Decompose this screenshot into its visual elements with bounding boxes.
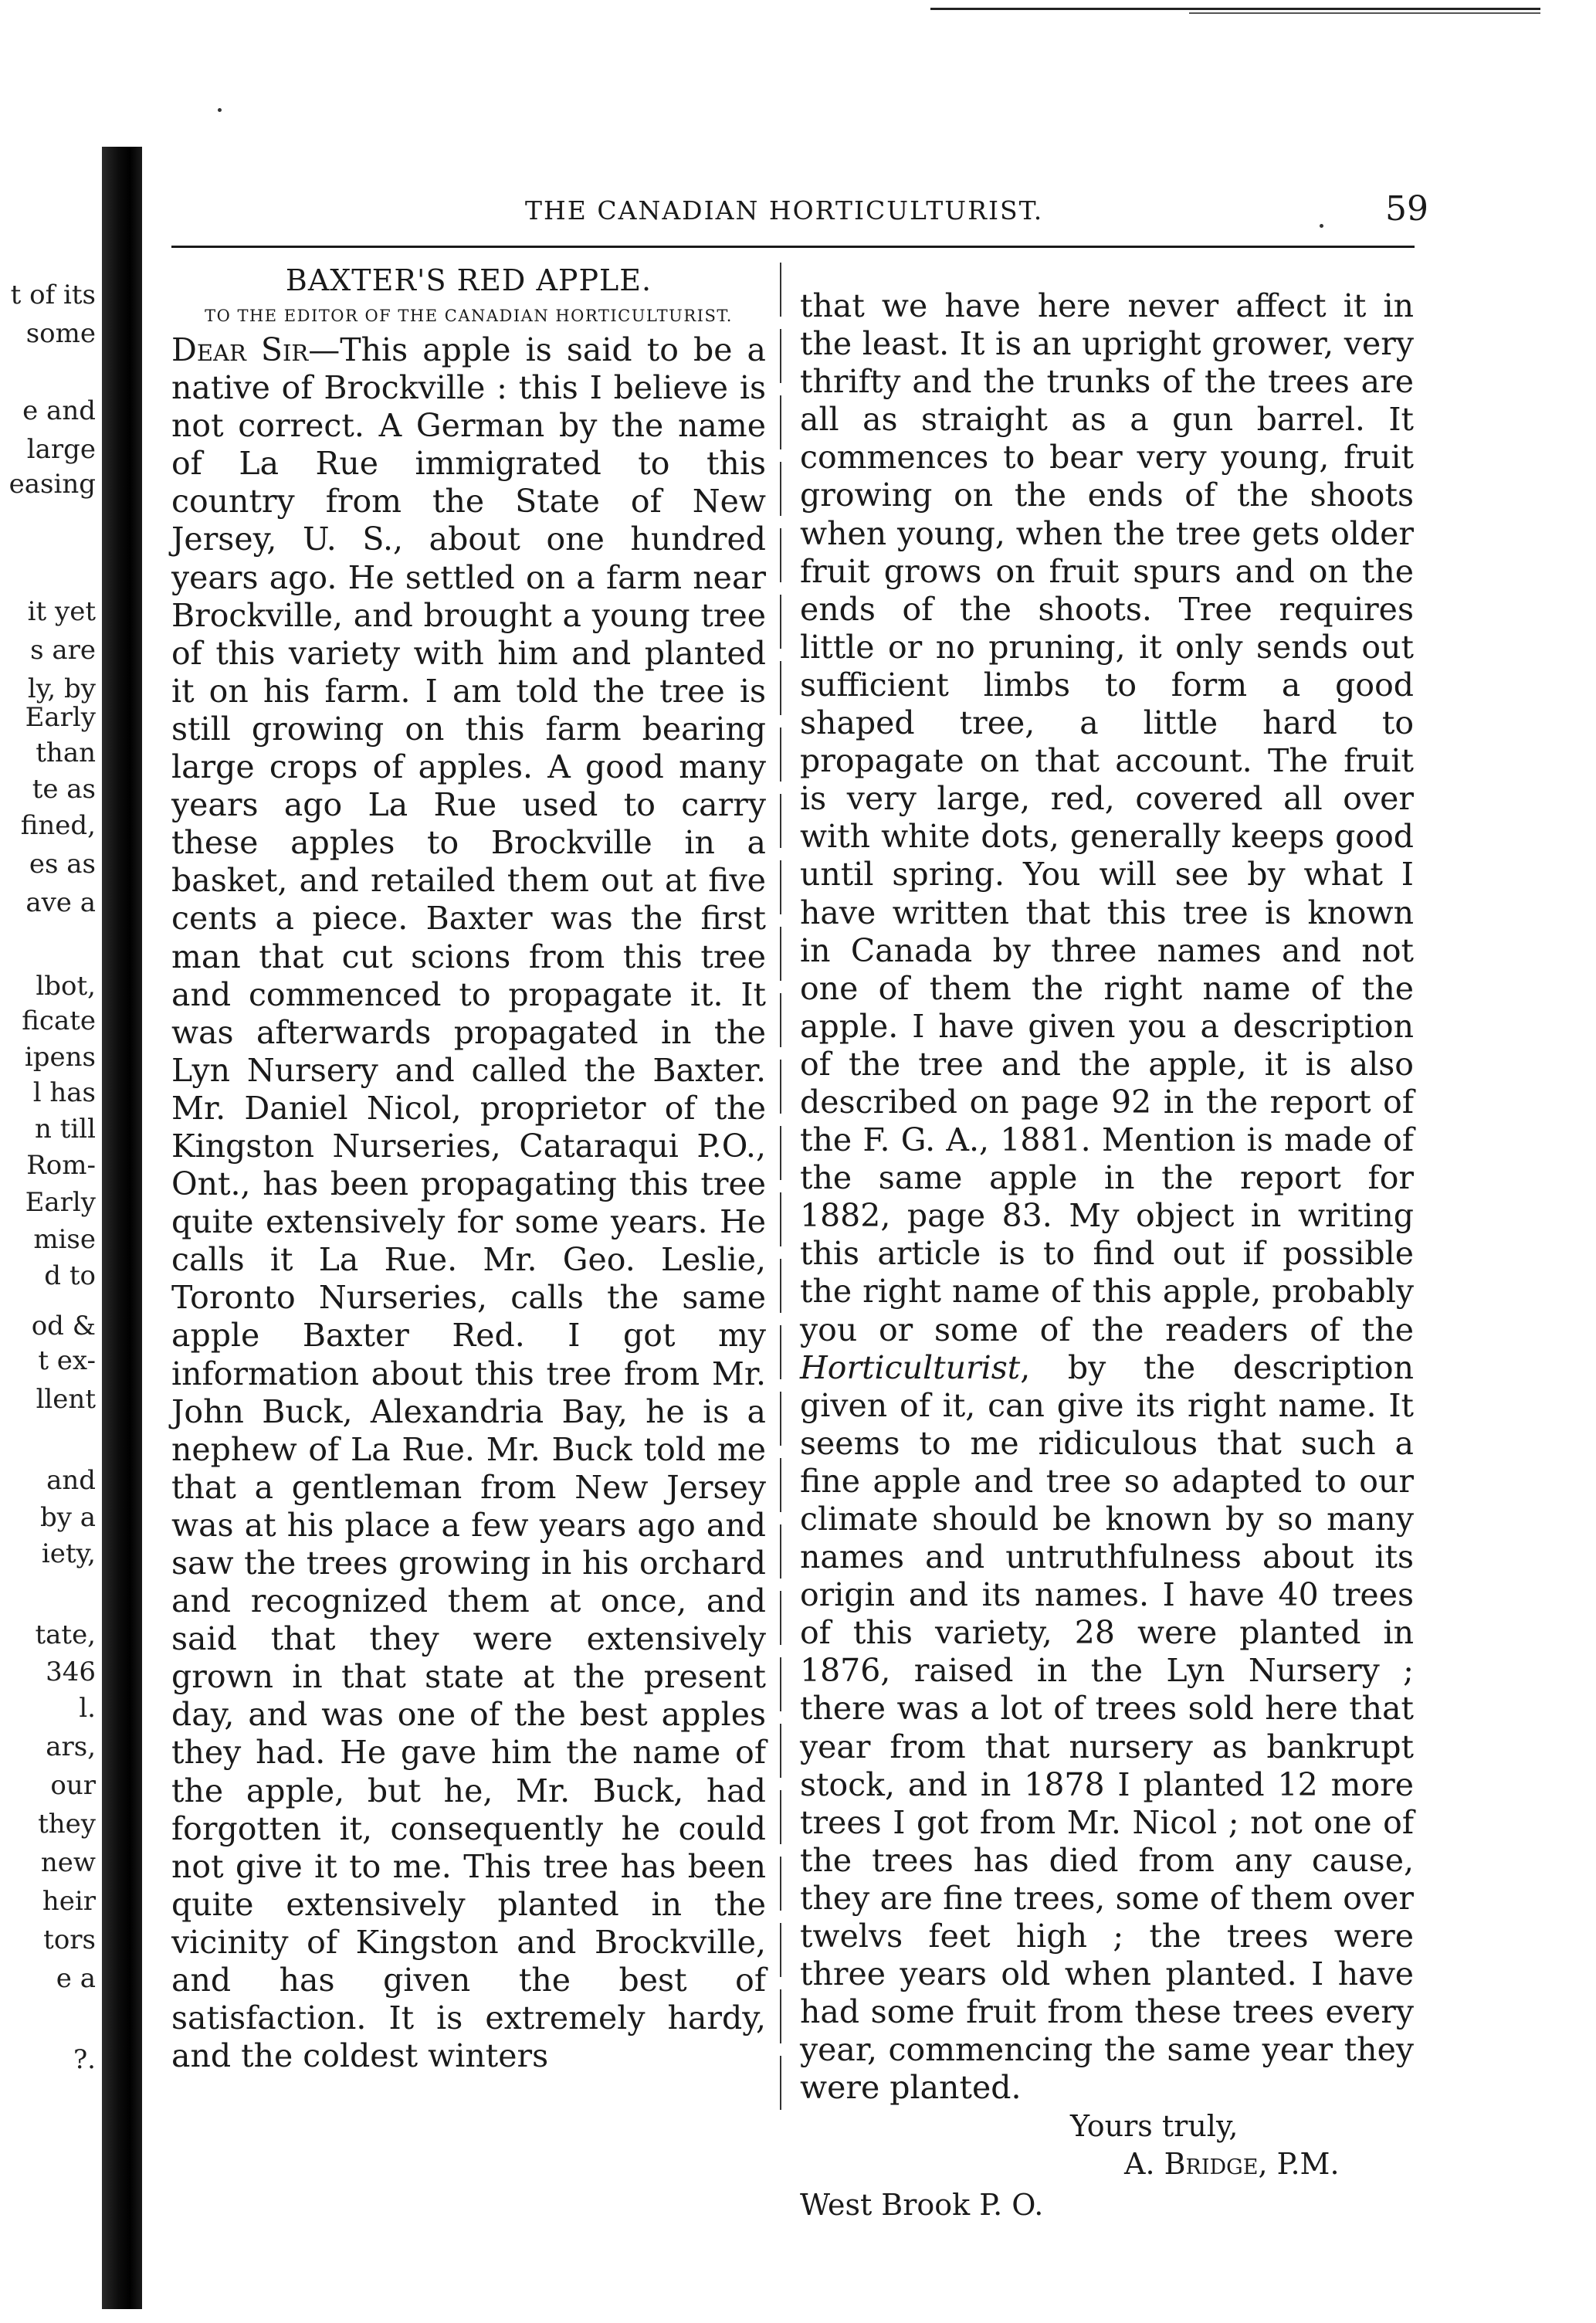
bleed-fragment: than — [36, 738, 96, 768]
bleed-fragment: easing — [8, 469, 96, 500]
closing-line: Yours truly, — [1070, 2108, 1239, 2143]
bleed-fragment: e and — [22, 395, 96, 426]
signature: A. Bridge, P.M. — [1124, 2146, 1340, 2181]
bleed-fragment: ave a — [25, 887, 96, 918]
bleed-fragment: tors — [43, 1925, 96, 1955]
page-number: 59 — [1385, 189, 1428, 229]
bleed-fragment: Early — [25, 1187, 96, 1218]
running-head — [170, 189, 1428, 236]
column-divider — [780, 263, 781, 2116]
article-body-left — [171, 331, 766, 2075]
ink-speck — [1320, 224, 1323, 228]
bleed-fragment: iety, — [41, 1538, 96, 1569]
left-column — [171, 260, 766, 2075]
bleed-fragment: ipens — [24, 1042, 96, 1073]
bleed-fragment: large — [26, 434, 96, 465]
bleed-fragment: llent — [36, 1384, 96, 1415]
binding-gutter — [102, 147, 142, 2309]
bleed-fragment: Early — [25, 702, 96, 733]
header-rule — [171, 246, 1415, 248]
bleed-fragment: some — [25, 318, 96, 349]
bleed-fragment: s are — [30, 635, 96, 666]
bleed-fragment: new — [40, 1847, 96, 1878]
bleed-fragment: by a — [39, 1502, 96, 1533]
bleed-fragment: ars, — [46, 1731, 96, 1762]
bleed-fragment: ly, by — [27, 673, 96, 704]
previous-page-bleed — [0, 0, 100, 2323]
bleed-fragment: ficate — [22, 1006, 96, 1036]
bleed-fragment: te as — [32, 774, 96, 805]
salutation: Dear Sir — [171, 331, 309, 368]
article-title: BAXTER'S RED APPLE. — [285, 263, 652, 297]
bleed-fragment: l. — [79, 1693, 96, 1724]
top-rule-secondary — [1189, 12, 1540, 14]
bleed-fragment: it yet — [27, 596, 96, 627]
place-line: West Brook P. O. — [800, 2187, 1044, 2222]
bleed-fragment: t of its — [10, 280, 96, 310]
left-text: —This apple is said to be a native of Brockville : this I believe is not correct. A German by the name of La Rue immigrated to this country from the State of New Jersey, U. S., about one hundred years ago. He settled on a farm near Brockville, and brought a young tree of this variety with him and planted it on his farm. I am told the tree is still growing on this farm bearing large crops of apples. A good many years ago La Rue used to carry these apples to Brockville in a basket, and retailed them out at five cents a piece. Baxter was the first man that cut scions from this tree and commenced to propagate it. It was afterwards propagated in the Lyn Nursery and called the Baxter. Mr. Daniel Nicol, proprietor of the Kingston Nurseries, Cataraqui P.O., Ont., has been propagating this tree quite extensively for some years. He calls it La Rue. Mr. Geo. Leslie, Toronto Nurseries, calls the same apple Baxter Red. I got my information about this tree from Mr. John Buck, Alexandria Bay, he is a nephew of La Rue. Mr. Buck told me that a gentleman from New Jersey was at his place a few years ago and saw the trees growing in his orchard and recognized them at once, and said that they were extensively grown in that state at the present day, and was one of the best apples they had. He gave him the name of the apple, but he, Mr. Buck, had forgotten it, consequently he could not give it to me. This tree has been quite extensively planted in the vicinity of Kingston and Brockville, and has given the best of satisfaction. It is extremely hardy, and the coldest winters — [171, 331, 766, 2075]
bleed-fragment: ?. — [73, 2044, 96, 2075]
bleed-fragment: lbot, — [36, 971, 96, 1002]
bleed-fragment: they — [38, 1809, 96, 1840]
ink-speck — [218, 108, 222, 112]
article-body-right — [800, 287, 1414, 2108]
bleed-fragment: l has — [32, 1077, 96, 1108]
bleed-fragment: e a — [56, 1963, 96, 1994]
right-column — [800, 287, 1414, 2224]
journal-title: THE CANADIAN HORTICULTURIST. — [525, 195, 1044, 226]
bleed-fragment: es as — [29, 849, 96, 880]
journal-name-italic: Horticulturist — [800, 1348, 1021, 1386]
bleed-fragment: d to — [44, 1260, 96, 1291]
bleed-fragment: od & — [31, 1311, 96, 1341]
top-rule — [930, 8, 1540, 10]
right-text-2: , by the description given of it, can give its right name. It seems to me ridiculous that such a fine apple and tree so adapted to our climate should be known by so many names and untruthfulness about its origin and its names. I have 40 trees of this variety, 28 were planted in 1876, raised in the Lyn Nursery ; there was a lot of trees sold here that year from that nursery as bankrupt stock, and in 1878 I planted 12 more trees I got from Mr. Nicol ; not one of the trees has died from any cause, they are fine trees, some of them over twelvs feet high ; the trees were three years old when planted. I have had some fruit from these trees every year, commencing the same year they were planted. — [800, 1348, 1414, 2107]
bleed-fragment: Rom- — [26, 1150, 96, 1181]
bleed-fragment: our — [50, 1770, 96, 1801]
right-text-1: that we have here never affect it in the least. It is an upright grower, very thrifty and the trunks of the trees are all as straight as a gun barrel. It commences to bear very young, fruit growing on the ends of the shoots when young, when the tree gets older fruit grows on fruit spurs and on the ends of the shoots. Tree requires little or no pruning, it only sends out sufficient limbs to form a good shaped tree, a little hard to propagate on that account. The fruit is very large, red, covered all over with white dots, generally keeps good until spring. You will see by what I have written that this tree is known in Canada by three names and not one of them the right name of the apple. I have given you a description of the tree and the apple, it is also described on page 92 in the report of the F. G. A., 1881. Mention is made of the same apple in the report for 1882, page 83. My object in writing this article is to find out if possible the right name of this apple, probably you or some of the readers of the — [800, 287, 1414, 1348]
bleed-fragment: n till — [35, 1114, 96, 1145]
bleed-fragment: tate, — [35, 1619, 96, 1650]
bleed-fragment: mise — [33, 1224, 96, 1255]
bleed-fragment: and — [46, 1465, 96, 1496]
bleed-fragment: t ex- — [38, 1345, 96, 1376]
bleed-fragment: fined, — [20, 810, 96, 841]
bleed-fragment: heir — [42, 1886, 96, 1917]
to-editor-line: TO THE EDITOR OF THE CANADIAN HORTICULTURIST. — [205, 307, 733, 325]
closing-block — [800, 2108, 1414, 2224]
bleed-fragment: 346 — [46, 1657, 96, 1687]
